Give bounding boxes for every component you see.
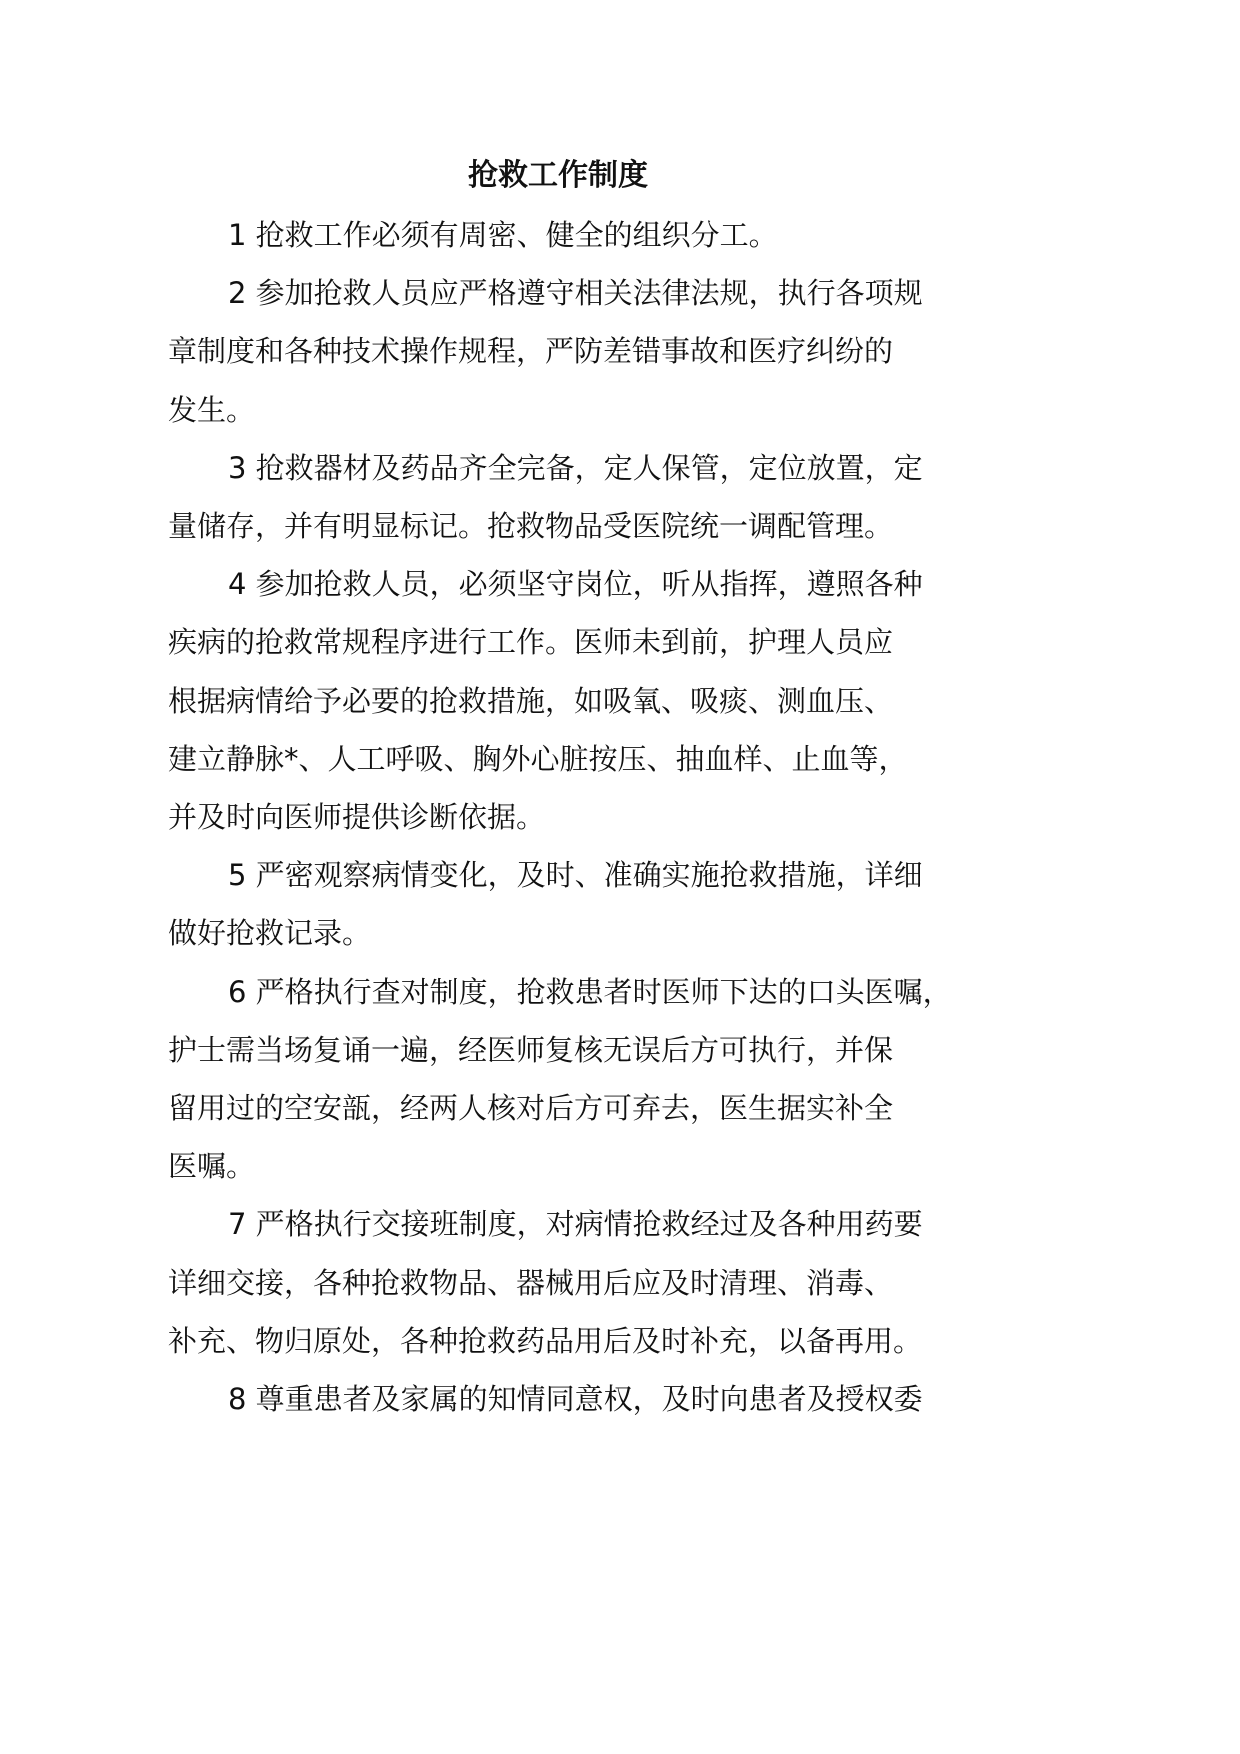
paragraph-line: 并及时向医师提供诊断依据。 <box>168 800 546 835</box>
paragraph-line: 详细交接，各种抢救物品、器械用后应及时清理、消毒、 <box>168 1265 894 1300</box>
paragraph-line: 2 参加抢救人员应严格遵守相关法律法规，执行各项规 <box>228 276 923 311</box>
paragraph-line: 8 尊重患者及家属的知情同意权，及时向患者及授权委 <box>228 1382 923 1417</box>
paragraph-line: 7 严格执行交接班制度，对病情抢救经过及各种用药要 <box>228 1207 923 1242</box>
document-title: 抢救工作制度 <box>468 158 648 193</box>
paragraph-line: 量储存，并有明显标记。抢救物品受医院统一调配管理。 <box>168 509 894 544</box>
paragraph-1 <box>168 206 948 264</box>
paragraph-3 <box>168 439 948 555</box>
paragraph-line: 1 抢救工作必须有周密、健全的组织分工。 <box>228 218 778 252</box>
document-page <box>168 150 952 1428</box>
paragraph-line: 做好抢救记录。 <box>168 916 372 951</box>
paragraph-line: 护士需当场复诵一遍，经医师复核无误后方可执行，并保 <box>168 1032 894 1067</box>
paragraph-line: 4 参加抢救人员，必须坚守岗位，听从指挥，遵照各种 <box>228 567 923 602</box>
paragraph-6 <box>168 963 952 1196</box>
paragraph-line: 5 严密观察病情变化，及时、准确实施抢救措施，详细 <box>228 858 923 893</box>
paragraph-4 <box>168 555 948 846</box>
paragraph-line: 建立静脉*、人工呼吸、胸外心脏按压、抽血样、止血等， <box>168 741 908 776</box>
paragraph-line: 医嘱。 <box>168 1149 256 1184</box>
paragraph-2 <box>168 264 948 439</box>
paragraph-line: 3 抢救器材及药品齐全完备，定人保管，定位放置，定 <box>228 450 923 485</box>
paragraph-line: 章制度和各种技术操作规程，严防差错事故和医疗纠纷的 <box>168 334 894 369</box>
paragraph-line: 补充、物归原处，各种抢救药品用后及时补充，以备再用。 <box>168 1323 923 1358</box>
paragraph-line: 根据病情给予必要的抢救措施，如吸氧、吸痰、测血压、 <box>168 683 894 718</box>
paragraph-8 <box>168 1370 948 1428</box>
paragraph-line: 留用过的空安瓿，经两人核对后方可弃去，医生据实补全 <box>168 1091 894 1126</box>
paragraph-line: 发生。 <box>168 392 256 427</box>
paragraph-7 <box>168 1195 948 1370</box>
paragraph-line: 6 严格执行查对制度，抢救患者时医师下达的口头医嘱， <box>228 974 952 1009</box>
paragraph-line: 疾病的抢救常规程序进行工作。医师未到前，护理人员应 <box>168 625 894 660</box>
paragraph-5 <box>168 846 948 962</box>
